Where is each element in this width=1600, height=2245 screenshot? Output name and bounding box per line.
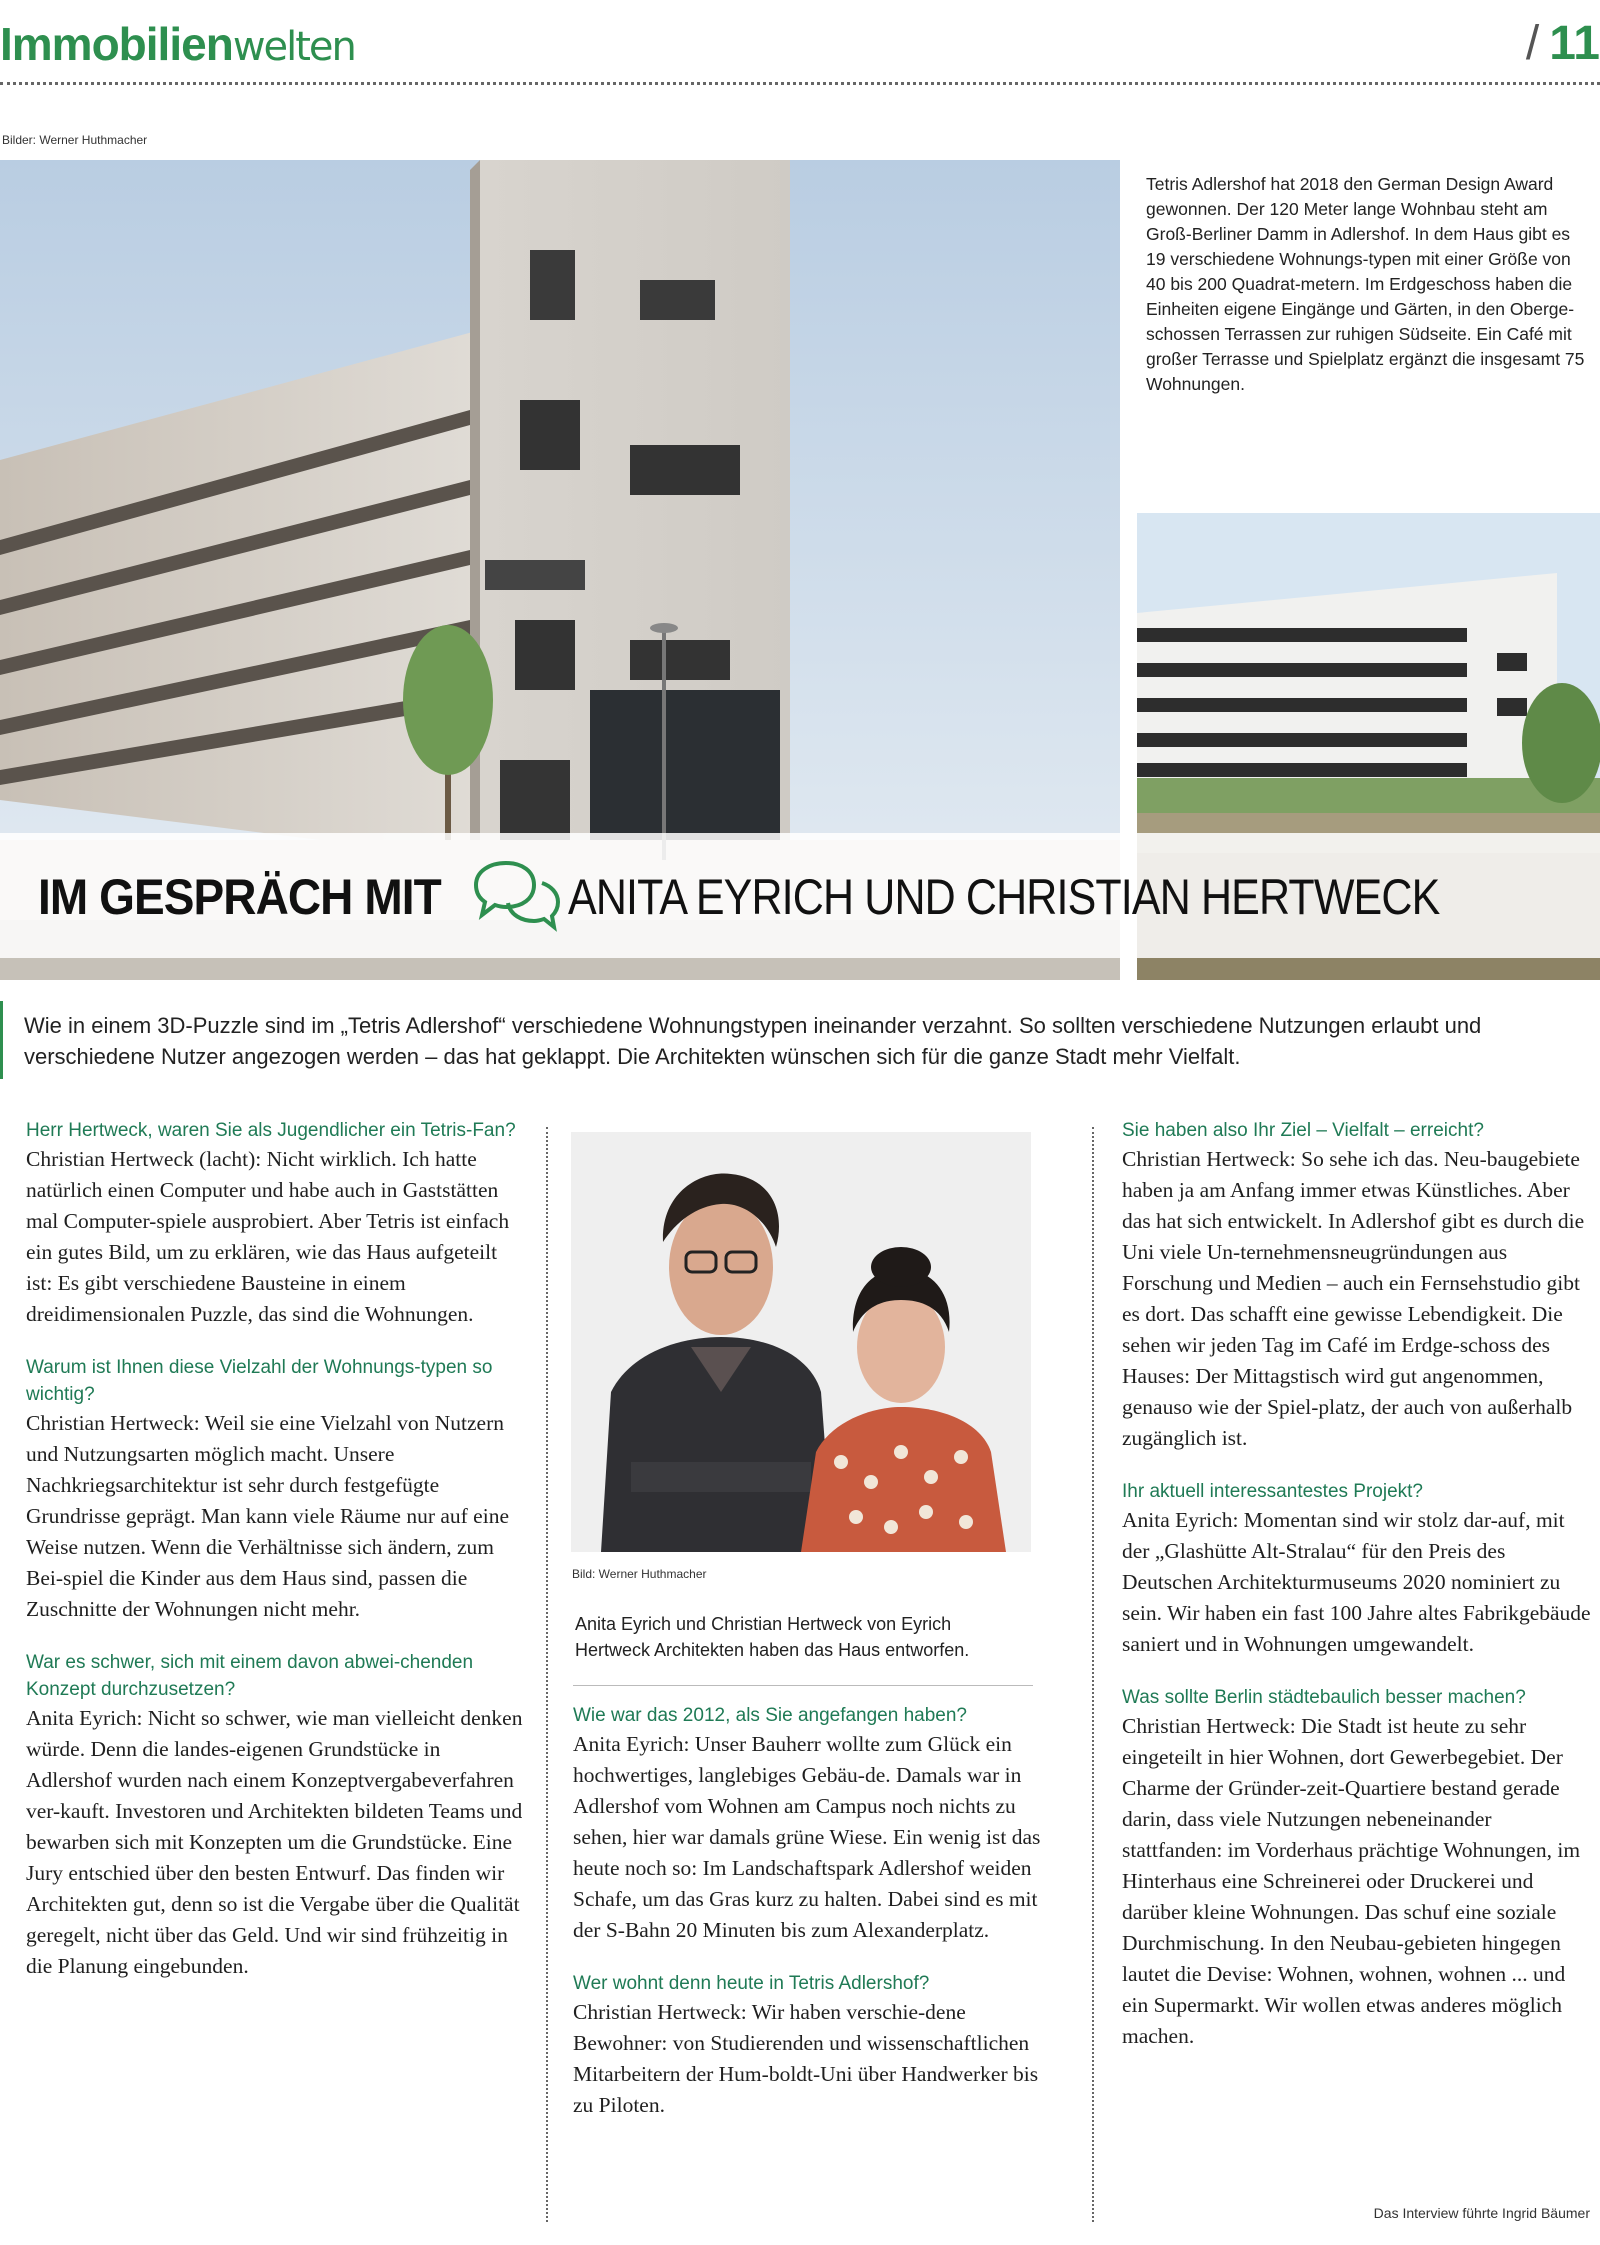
brand-strong: Immobilien [0, 18, 233, 70]
portrait-illustration [571, 1132, 1031, 1552]
page-header [0, 0, 1600, 90]
header-divider [0, 82, 1600, 85]
question: Wer wohnt denn heute in Tetris Adlershof? [573, 1973, 930, 1994]
question: Ihr aktuell interessantestes Projekt? [1122, 1481, 1423, 1502]
article-lead: Wie in einem 3D-Puzzle sind im „Tetris Adlershof“ verschiedene Wohnungstypen ineinander verzahnt. So sollten verschiedene Nutzungen erlaubt und verschiedene Nutzer angezogen werden – das hat geklappt. Die Architekten wünschen sich für die ganze Stadt mehr Vielfalt. [24, 1013, 1482, 1069]
photo-credit-top: Bilder: Werner Huthmacher [2, 133, 148, 147]
architects-portrait [571, 1132, 1031, 1552]
answer: Anita Eyrich: Momentan sind wir stolz dar-auf, mit der „Glashütte Alt-Stralau“ für den Preis des Deutschen Architekturmuseums 2020 nominiert zu sein. Wir haben ein fast 100 Jahre altes Fabrikgebäude saniert und in Wohnungen umgewandelt. [1122, 1508, 1591, 1656]
article-column-2 [573, 1702, 1043, 2121]
article-column-3 [1122, 1117, 1592, 2052]
portrait-caption-rule [573, 1685, 1033, 1686]
photo-caption-box [1120, 160, 1600, 500]
question: Was sollte Berlin städtebaulich besser machen? [1122, 1687, 1526, 1708]
column-divider-2 [1092, 1127, 1094, 2222]
answer: Christian Hertweck: Weil sie eine Vielzahl von Nutzern und Nutzungsarten möglich macht. Unsere Nachkriegsarchitektur ist sehr durch festgefügte Grundrisse geprägt. Man kann viele Räume nur auf eine Weise nutzen. Wenn die Verhältnisse sich ändern, zum Bei-spiel die Kinder aus dem Haus sind, passen die Zuschnitte der Wohnungen nicht mehr. [26, 1411, 509, 1621]
photo-caption: Tetris Adlershof hat 2018 den German Design Award gewonnen. Der 120 Meter lange Wohnbau steht am Groß-Berliner Damm in Adlershof. In dem Haus gibt es 19 verschiedene Wohnungs-typen mit einer Größe von 40 bis 200 Quadrat-metern. Im Erdgeschoss haben die Einheiten eigene Eingänge und Gärten, in den Oberge-schossen Terrassen zur ruhigen Südseite. Ein Café mit großer Terrasse und Spielplatz ergänzt die insgesamt 75 Wohnungen. [1146, 174, 1585, 394]
portrait-credit: Bild: Werner Huthmacher [572, 1567, 707, 1581]
answer: Anita Eyrich: Unser Bauherr wollte zum Glück ein hochwertiges, langlebiges Gebäu-de. Damals war in Adlershof vom Wohnen am Campus noch nichts zu sehen, hier war damals grüne Wiese. Ein wenig ist das heute noch so: Im Landschaftspark Adlershof weiden Schafe, um das Gras kurz zu halten. Dabei sind es mit der S-Bahn 20 Minuten bis zum Alexanderplatz. [573, 1732, 1041, 1942]
speech-bubbles-icon [468, 857, 560, 937]
question: Warum ist Ihnen diese Vielzahl der Wohnungs-typen so wichtig? [26, 1357, 493, 1405]
answer: Christian Hertweck (lacht): Nicht wirklich. Ich hatte natürlich einen Computer und habe auch in Gaststätten mal Computer-spiele ausprobiert. Aber Tetris ist einfach ein gutes Bild, um zu erklären, wie das Haus aufgeteilt ist: Es gibt verschiedene Bausteine in einem dreidimensionalen Puzzle, das sind die Wohnungen. [26, 1147, 510, 1326]
page-number-value: 11 [1549, 17, 1600, 70]
answer: Christian Hertweck: So sehe ich das. Neu-baugebiete haben ja am Anfang immer etwas Künstliches. Aber das hat sich entwickelt. In Adlershof gibt es durch die Uni viele Un-ternehmensneugründungen aus Forschung und Medien – auch ein Fernsehstudio gibt es dort. Das schafft eine gewisse Lebendigkeit. Die sehen wir jeden Tag im Café im Erdge-schoss des Hauses: Der Mittagstisch wird gut angenommen, genauso wie der Spiel-platz, der auch von außerhalb zugänglich ist. [1122, 1147, 1585, 1450]
section-brand [0, 18, 355, 73]
interview-banner [0, 833, 1600, 958]
brand-light: welten [232, 24, 355, 70]
answer: Anita Eyrich: Nicht so schwer, wie man vielleicht denken würde. Denn die landes-eigenen Grundstücke in Adlershof wurden nach einem Konzeptvergabeverfahren ver-kauft. Investoren und Architekten bildeten Teams und bewarben sich mit Konzepten um die Grundstücke. Eine Jury entschied über den besten Entwurf. Das finden wir Architekten gut, denn so ist die Vergabe über die Qualität geregelt, nicht über das Geld. Und wir sind frühzeitig in die Planung eingebunden. [26, 1706, 523, 1978]
question: Herr Hertweck, waren Sie als Jugendlicher ein Tetris-Fan? [26, 1120, 516, 1141]
portrait-caption: Anita Eyrich und Christian Hertweck von Eyrich Hertweck Architekten haben das Haus entworfen. [575, 1614, 970, 1660]
question: Wie war das 2012, als Sie angefangen haben? [573, 1705, 967, 1726]
column-divider-1 [546, 1127, 548, 2222]
answer: Christian Hertweck: Die Stadt ist heute zu sehr eingeteilt in hier Wohnen, dort Gewerbegebiet. Der Charme der Gründer-zeit-Quartiere bestand gerade darin, dass viele Nutzungen nebeneinander stattfanden: im Vorderhaus prächtige Wohnungen, im Hinterhaus eine Schreinerei oder Druckerei und darüber kleine Wohnungen. Das schuf eine soziale Durchmischung. In den Neubau-gebieten hingegen lautet die Devise: Wohnen, wohnen, wohnen ... und ein Supermarkt. Wir wollen etwas anderes möglich machen. [1122, 1714, 1581, 2048]
banner-prefix: IM GESPRÄCH MIT [38, 869, 441, 925]
answer: Christian Hertweck: Wir haben verschie-dene Bewohner: von Studierenden und wissenschaftlichen Mitarbeitern der Hum-boldt-Uni über Handwerker bis zu Piloten. [573, 2000, 1039, 2117]
lead-accent-rule [0, 1001, 3, 1079]
interview-credit: Das Interview führte Ingrid Bäumer [1373, 2205, 1590, 2221]
question: War es schwer, sich mit einem davon abwei-chenden Konzept durchzusetzen? [26, 1652, 474, 1700]
article-column-1 [26, 1117, 526, 1982]
page-slash: / [1525, 17, 1540, 70]
banner-names: ANITA EYRICH UND CHRISTIAN HERTWECK [568, 869, 1440, 925]
question: Sie haben also Ihr Ziel – Vielfalt – erreicht? [1122, 1120, 1484, 1141]
page-number [1526, 16, 1600, 71]
